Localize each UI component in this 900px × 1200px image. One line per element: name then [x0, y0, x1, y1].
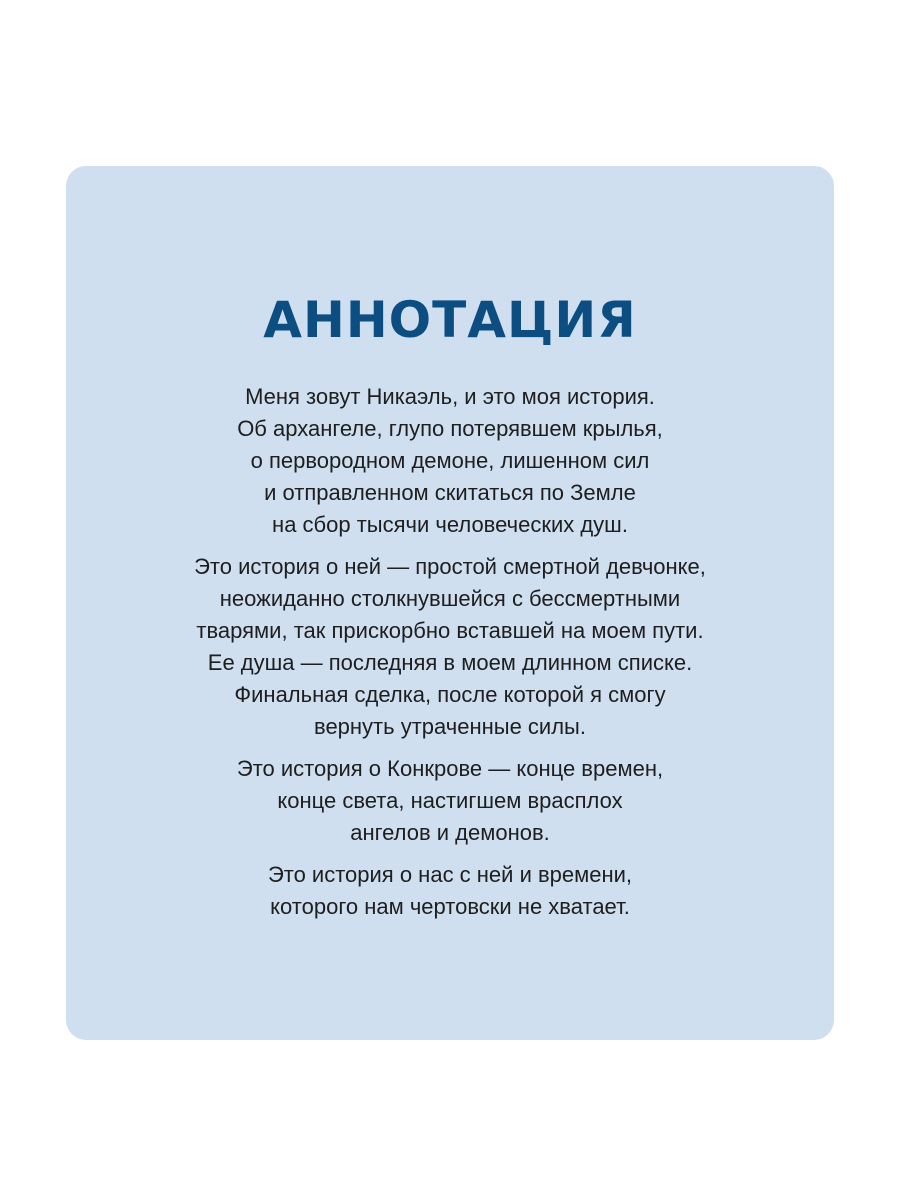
- text-line: конце света, настигшем врасплох: [277, 788, 623, 813]
- text-line: Меня зовут Никаэль, и это моя история.: [245, 384, 655, 409]
- text-line: Ее душа — последняя в моем длинном списке.: [207, 650, 693, 675]
- text-line: неожиданно столкнувшейся с бессмертными: [219, 586, 681, 611]
- text-line: и отправленном скитаться по Земле: [264, 480, 636, 505]
- text-line: Финальная сделка, после которой я смогу: [234, 682, 666, 707]
- text-line: вернуть утраченные силы.: [314, 714, 586, 739]
- text-line: на сбор тысячи человеческих душ.: [272, 512, 628, 537]
- annotation-heading: АННОТАЦИЯ: [263, 291, 637, 349]
- text-line: о первородном демоне, лишенном сил: [250, 448, 650, 473]
- annotation-text: [0, 381, 900, 933]
- text-line: Это история о ней — простой смертной девчонке,: [194, 554, 706, 579]
- paragraph-3: [0, 753, 900, 849]
- paragraph-1: [0, 381, 900, 541]
- text-line: тварями, так прискорбно вставшей на моем пути.: [196, 618, 704, 643]
- text-line: Об архангеле, глупо потерявшем крылья,: [237, 416, 663, 441]
- text-line: которого нам чертовски не хватает.: [270, 894, 630, 919]
- paragraph-4: [0, 859, 900, 923]
- text-line: Это история о нас с ней и времени,: [267, 862, 633, 887]
- text-line: ангелов и демонов.: [350, 820, 550, 845]
- text-line: Это история о Конкрове — конце времен,: [236, 756, 664, 781]
- paragraph-2: [0, 551, 900, 743]
